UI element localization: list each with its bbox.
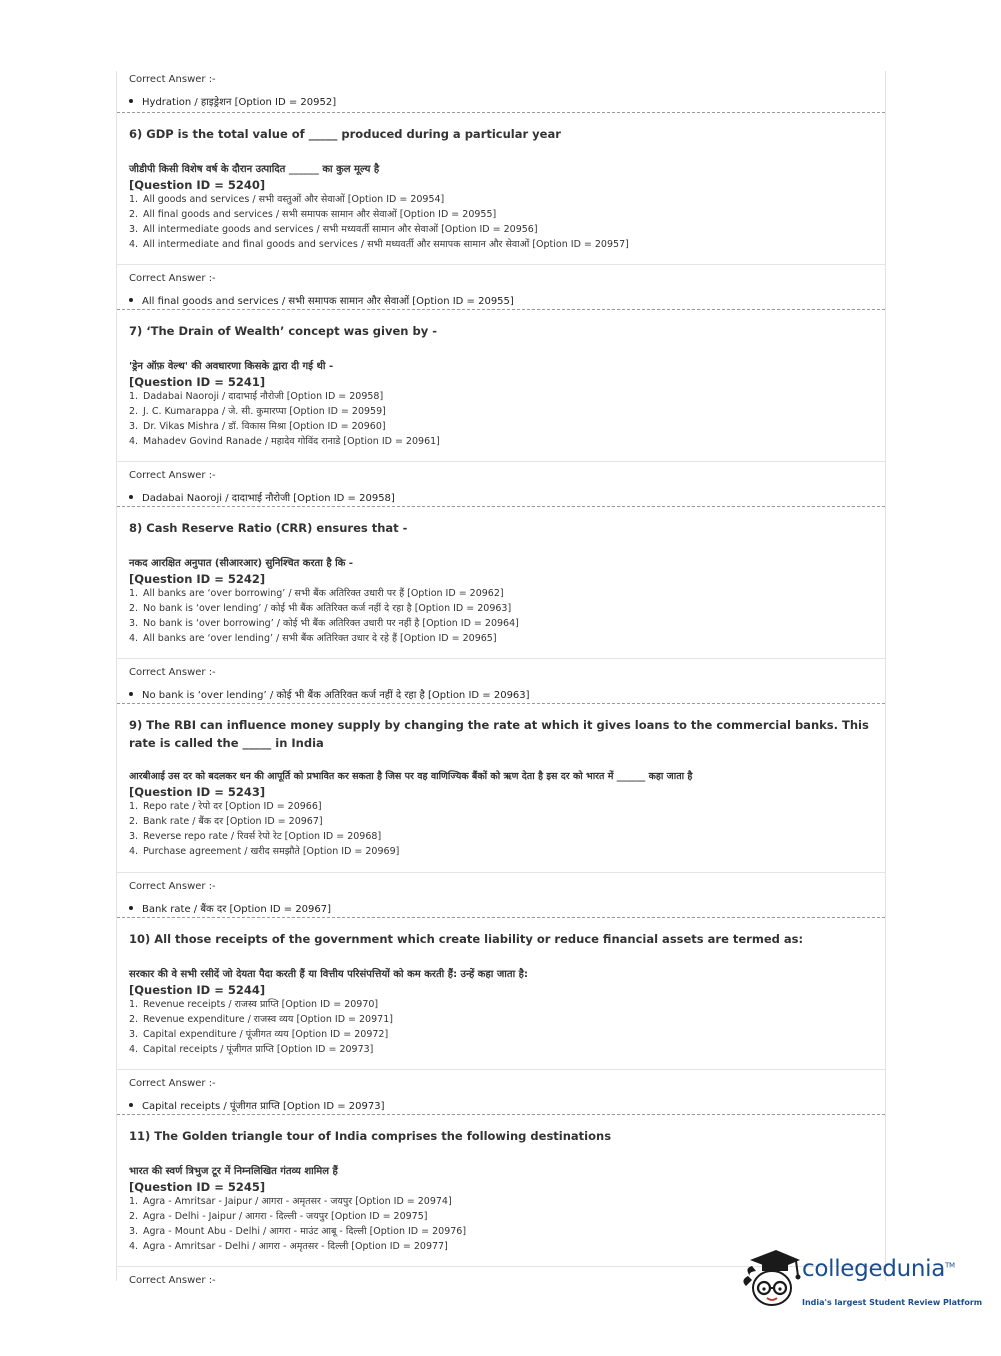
answer-label: Correct Answer :- bbox=[129, 273, 216, 284]
option-3: 3. No bank is ‘over borrowing’ / कोई भी बैंक अतिरिक्त उधारी पर नहीं है [Option ID = 20964] bbox=[129, 618, 519, 629]
question-block-10 bbox=[117, 918, 885, 1069]
answer-text: Dadabai Naoroji / दादाभाई नौरोजी [Option ID = 20958] bbox=[142, 493, 395, 504]
answer-item bbox=[129, 94, 873, 108]
answer-text: Hydration / हाइड्रेशन [Option ID = 20952] bbox=[142, 97, 337, 108]
option-4: 4. All banks are ‘over lending’ / सभी बैंक अतिरिक्त उधार दे रहे हैं [Option ID = 20965] bbox=[129, 633, 497, 644]
answer-block-9 bbox=[117, 873, 885, 917]
option-3: 3. Agra - Mount Abu - Delhi / आगरा - माउंट आबू - दिल्ली [Option ID = 20976] bbox=[129, 1226, 467, 1237]
answer-item bbox=[129, 490, 873, 504]
option-4: 4. Agra - Amritsar - Delhi / आगरा - अमृतसर - दिल्ली [Option ID = 20977] bbox=[129, 1241, 448, 1252]
answer-item bbox=[129, 901, 873, 915]
answer-text: Bank rate / बैंक दर [Option ID = 20967] bbox=[142, 904, 332, 915]
question-hindi: सरकार की वे सभी रसीदें जो देयता पैदा करती हैं या वित्तीय परिसंपत्तियों को कम करती हैं: उन्हें कहा जाता है: bbox=[129, 969, 528, 980]
mascot-icon bbox=[742, 1246, 802, 1312]
answer-label: Correct Answer :- bbox=[129, 74, 216, 85]
option-1: 1. All banks are ‘over borrowing’ / सभी बैंक अतिरिक्त उधारी पर हैं [Option ID = 20962] bbox=[129, 588, 504, 599]
question-block-7 bbox=[117, 310, 885, 461]
bullet-icon bbox=[129, 906, 133, 910]
question-title: 9) The RBI can influence money supply by changing the rate at which it gives loans to the commercial banks. This rate is called the _____ in India bbox=[129, 718, 869, 750]
question-block-8 bbox=[117, 507, 885, 658]
option-2: 2. Agra - Delhi - Jaipur / आगरा - दिल्ली - जयपुर [Option ID = 20975] bbox=[129, 1211, 428, 1222]
option-4: 4. Purchase agreement / खरीद समझौते [Option ID = 20969] bbox=[129, 846, 400, 857]
option-3: 3. Reverse repo rate / रिवर्स रेपो रेट [Option ID = 20968] bbox=[129, 831, 382, 842]
option-2: 2. Revenue expenditure / राजस्व व्यय [Option ID = 20971] bbox=[129, 1014, 393, 1025]
question-id: [Question ID = 5240] bbox=[129, 178, 266, 192]
question-block-9 bbox=[117, 704, 885, 872]
bullet-icon bbox=[129, 99, 133, 103]
question-hindi: नकद आरक्षित अनुपात (सीआरआर) सुनिश्चित करता है कि - bbox=[129, 558, 354, 569]
question-hindi: भारत की स्वर्ण त्रिभुज टूर में निम्नलिखित गंतव्य शामिल हैं bbox=[129, 1166, 338, 1177]
answer-text: All final goods and services / सभी समापक सामान और सेवाओं [Option ID = 20955] bbox=[142, 296, 514, 307]
question-id: [Question ID = 5241] bbox=[129, 375, 266, 389]
answer-block-8 bbox=[117, 659, 885, 703]
question-id: [Question ID = 5244] bbox=[129, 983, 266, 997]
option-1: 1. Revenue receipts / राजस्व प्राप्ति [Option ID = 20970] bbox=[129, 999, 379, 1010]
question-title: 11) The Golden triangle tour of India comprises the following destinations bbox=[129, 1129, 612, 1143]
answer-label: Correct Answer :- bbox=[129, 470, 216, 481]
answer-block-7 bbox=[117, 462, 885, 506]
question-title: 10) All those receipts of the government which create liability or reduce financial assets are termed as: bbox=[129, 932, 804, 946]
option-4: 4. Mahadev Govind Ranade / महादेव गोविंद रानाडे [Option ID = 20961] bbox=[129, 436, 440, 447]
option-1: 1. All goods and services / सभी वस्तुओं और सेवाओं [Option ID = 20954] bbox=[129, 194, 445, 205]
option-2: 2. All final goods and services / सभी समापक सामान और सेवाओं [Option ID = 20955] bbox=[129, 209, 497, 220]
option-4: 4. All intermediate and final goods and services / सभी मध्यवर्ती और समापक सामान और सेवाओं [Option ID = 20957] bbox=[129, 239, 629, 250]
answer-label: Correct Answer :- bbox=[129, 881, 216, 892]
question-hindi: आरबीआई उस दर को बदलकर धन की आपूर्ति को प्रभावित कर सकता है जिस पर वह वाणिज्यिक बैंकों को ऋण देता है इस दर को भारत में ______ कहा जाता है bbox=[129, 771, 693, 782]
answer-item bbox=[129, 1098, 873, 1112]
bullet-icon bbox=[129, 495, 133, 499]
document-page bbox=[116, 71, 886, 1286]
answer-label: Correct Answer :- bbox=[129, 1078, 216, 1089]
answer-block-6 bbox=[117, 265, 885, 309]
question-title: 8) Cash Reserve Ratio (CRR) ensures that - bbox=[129, 521, 408, 535]
answer-item bbox=[129, 293, 873, 307]
brand-name: collegedunia™ bbox=[802, 1256, 955, 1282]
answer-text: No bank is ‘over lending’ / कोई भी बैंक अतिरिक्त कर्ज नहीं दे रहा है [Option ID = 20963] bbox=[142, 690, 530, 701]
option-2: 2. Bank rate / बैंक दर [Option ID = 20967] bbox=[129, 816, 323, 827]
question-title: 7) ‘The Drain of Wealth’ concept was given by - bbox=[129, 324, 437, 338]
question-title: 6) GDP is the total value of _____ produced during a particular year bbox=[129, 127, 561, 141]
bullet-icon bbox=[129, 1103, 133, 1107]
answer-text: Capital receipts / पूंजीगत प्राप्ति [Option ID = 20973] bbox=[142, 1101, 385, 1112]
option-4: 4. Capital receipts / पूंजीगत प्राप्ति [Option ID = 20973] bbox=[129, 1044, 374, 1055]
option-2: 2. No bank is ‘over lending’ / कोई भी बैंक अतिरिक्त कर्ज नहीं दे रहा है [Option ID = 20963] bbox=[129, 603, 512, 614]
answer-item bbox=[129, 687, 873, 701]
question-id: [Question ID = 5245] bbox=[129, 1180, 266, 1194]
option-3: 3. Capital expenditure / पूंजीगत व्यय [Option ID = 20972] bbox=[129, 1029, 389, 1040]
option-3: 3. All intermediate goods and services / सभी मध्यवर्ती सामान और सेवाओं [Option ID = 20956] bbox=[129, 224, 538, 235]
question-id: [Question ID = 5243] bbox=[129, 785, 266, 799]
collegedunia-logo bbox=[742, 1246, 983, 1316]
question-hindi: जीडीपी किसी विशेष वर्ष के दौरान उत्पादित ______ का कुल मूल्य है bbox=[129, 164, 380, 175]
answer-block-10 bbox=[117, 1070, 885, 1114]
question-hindi: 'ड्रेन ऑफ़ वेल्थ' की अवधारणा किसके द्वारा दी गई थी - bbox=[129, 361, 334, 372]
answer-label: Correct Answer :- bbox=[129, 1275, 216, 1286]
option-3: 3. Dr. Vikas Mishra / डॉ. विकास मिश्रा [Option ID = 20960] bbox=[129, 421, 386, 432]
question-block-11 bbox=[117, 1115, 885, 1266]
option-2: 2. J. C. Kumarappa / जे. सी. कुमारप्पा [Option ID = 20959] bbox=[129, 406, 386, 417]
brand-tagline: India's largest Student Review Platform bbox=[802, 1298, 983, 1307]
bullet-icon bbox=[129, 298, 133, 302]
bullet-icon bbox=[129, 692, 133, 696]
option-1: 1. Agra - Amritsar - Jaipur / आगरा - अमृतसर - जयपुर [Option ID = 20974] bbox=[129, 1196, 452, 1207]
question-id: [Question ID = 5242] bbox=[129, 572, 266, 586]
option-1: 1. Repo rate / रेपो दर [Option ID = 20966] bbox=[129, 801, 322, 812]
option-1: 1. Dadabai Naoroji / दादाभाई नौरोजी [Option ID = 20958] bbox=[129, 391, 384, 402]
answer-label: Correct Answer :- bbox=[129, 667, 216, 678]
answer-block-5 bbox=[117, 71, 885, 112]
question-block-6 bbox=[117, 113, 885, 264]
